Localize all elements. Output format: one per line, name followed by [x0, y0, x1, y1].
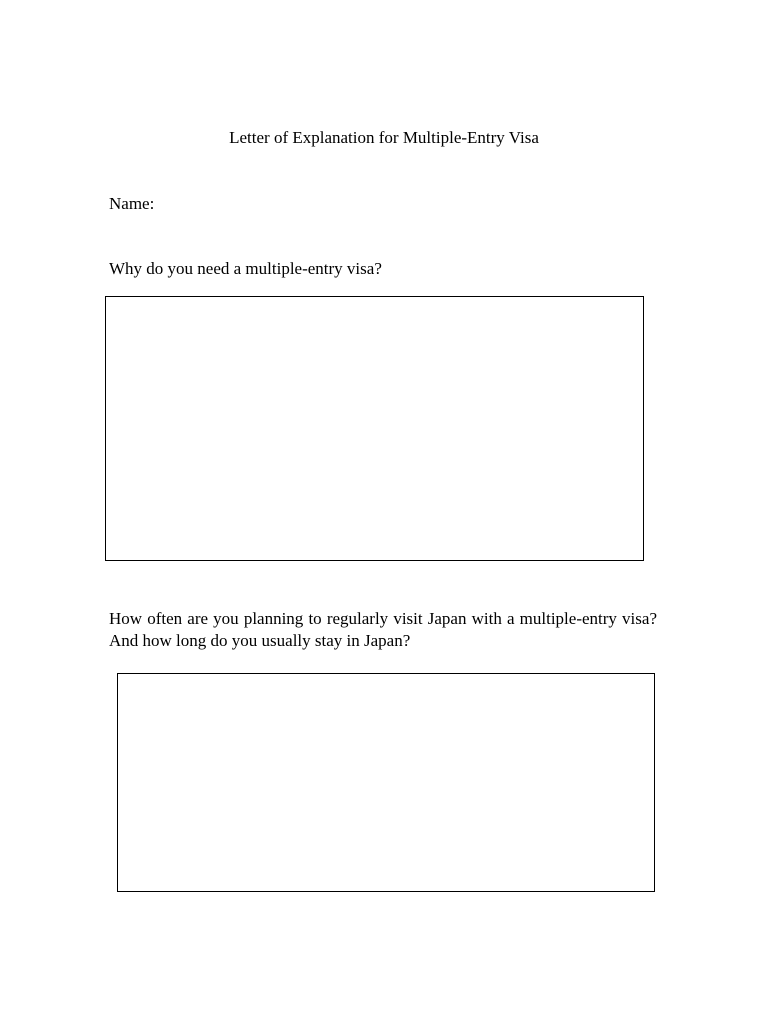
name-label: Name: — [109, 194, 155, 213]
document-title: Letter of Explanation for Multiple-Entry Visa — [229, 128, 539, 147]
question-2-text: How often are you planning to regularly visit Japan with a multiple-entry visa? And how long do you usually stay in Japan? — [109, 609, 657, 650]
question-2-answer-box[interactable] — [117, 673, 655, 892]
question-1-text: Why do you need a multiple-entry visa? — [109, 259, 382, 278]
question-1-answer-box[interactable] — [105, 296, 644, 561]
